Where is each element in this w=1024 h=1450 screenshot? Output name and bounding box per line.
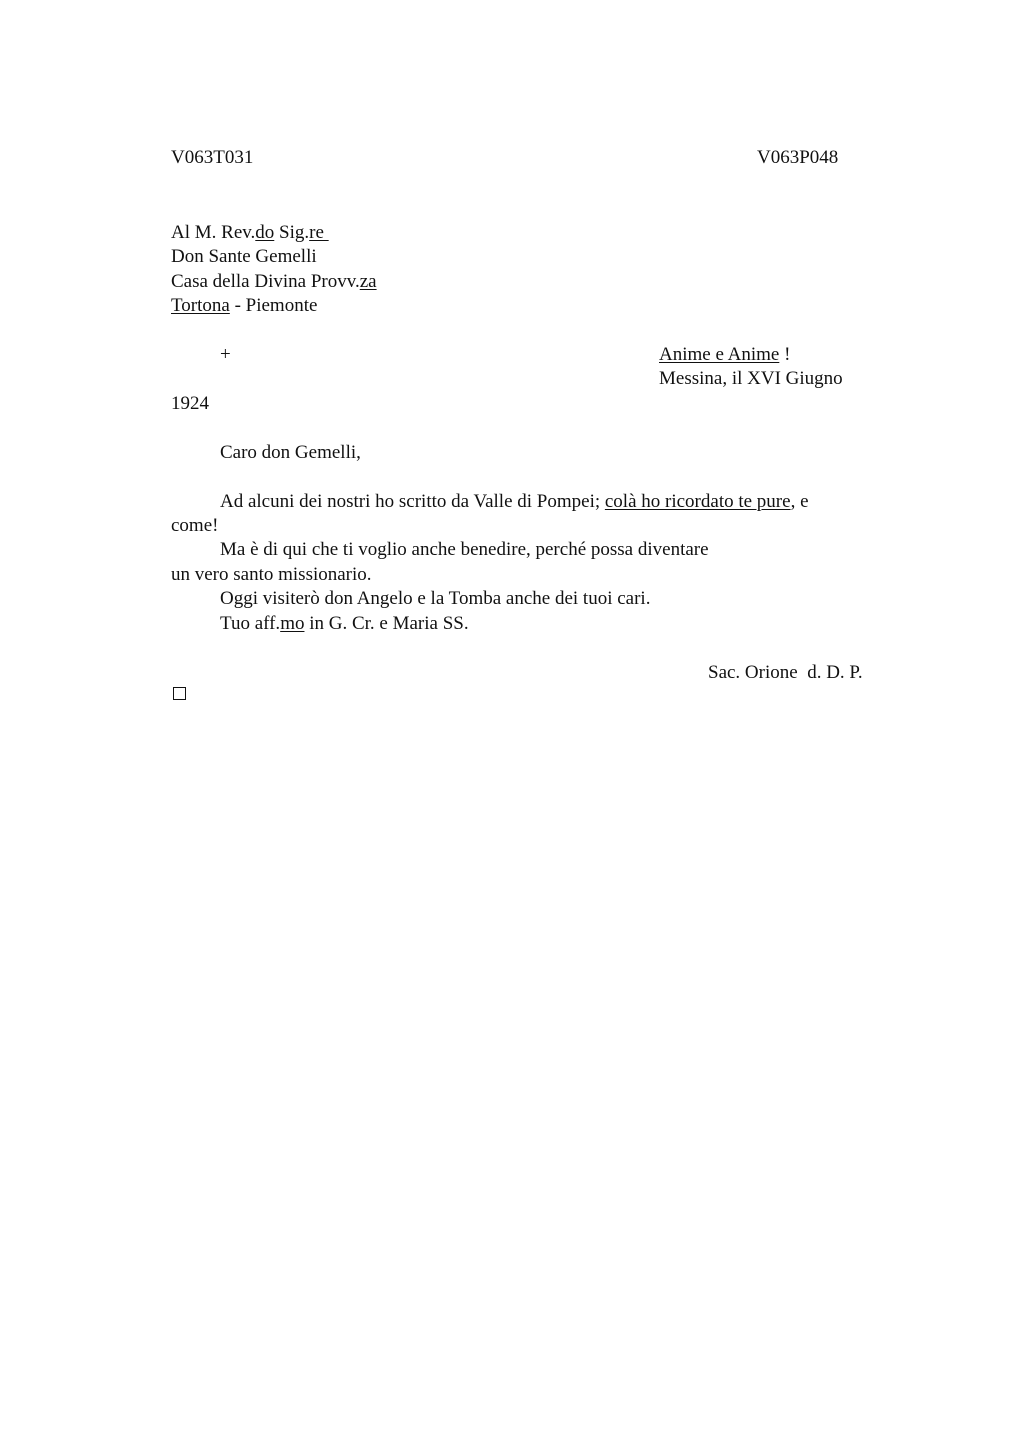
- salutation: Caro don Gemelli,: [220, 442, 361, 463]
- address-line-4: [171, 294, 317, 318]
- closing-text: in G. Cr. e Maria SS.: [304, 613, 469, 634]
- closing-text: Tuo aff.: [220, 613, 281, 634]
- document-code-right: V063P048: [757, 147, 839, 168]
- end-box-icon: [173, 687, 186, 700]
- motto: [659, 343, 790, 367]
- address-text: Sig.: [274, 222, 310, 243]
- motto-text: Anime e Anime: [659, 344, 780, 365]
- address-line-3: [171, 270, 377, 294]
- cross-symbol: +: [220, 344, 231, 365]
- paragraph-underlined: colà ho ricordato te pure: [604, 491, 791, 512]
- paragraph-2-line-1: Ma è di qui che ti voglio anche benedire, perché possa diventare: [220, 539, 709, 560]
- address-region: - Piemonte: [229, 295, 318, 316]
- closing-superscript: mo: [280, 613, 305, 634]
- address-superscript: re: [309, 222, 329, 243]
- address-line-2: Don Sante Gemelli: [171, 246, 317, 267]
- motto-suffix: !: [779, 344, 791, 365]
- address-text: Al M. Rev.: [171, 222, 256, 243]
- paragraph-1-line-2: come!: [171, 515, 219, 536]
- closing: [220, 612, 469, 636]
- date-year: 1924: [171, 393, 209, 414]
- paragraph-text: Ad alcuni dei nostri ho scritto da Valle di Pompei;: [220, 491, 605, 512]
- document-code-left: V063T031: [171, 147, 254, 168]
- address-superscript: za: [359, 271, 377, 292]
- address-text: Casa della Divina Provv.: [171, 271, 360, 292]
- address-line-1: [171, 221, 329, 245]
- date-line: Messina, il XVI Giugno: [659, 368, 843, 389]
- address-superscript: do: [255, 222, 275, 243]
- paragraph-2-line-2: un vero santo missionario.: [171, 564, 372, 585]
- signature: Sac. Orione d. D. P.: [708, 662, 863, 683]
- paragraph-text: , e: [790, 491, 809, 512]
- paragraph-1-line-1: [220, 490, 809, 514]
- paragraph-3: Oggi visiterò don Angelo e la Tomba anche dei tuoi cari.: [220, 588, 651, 609]
- address-city: Tortona: [171, 295, 230, 316]
